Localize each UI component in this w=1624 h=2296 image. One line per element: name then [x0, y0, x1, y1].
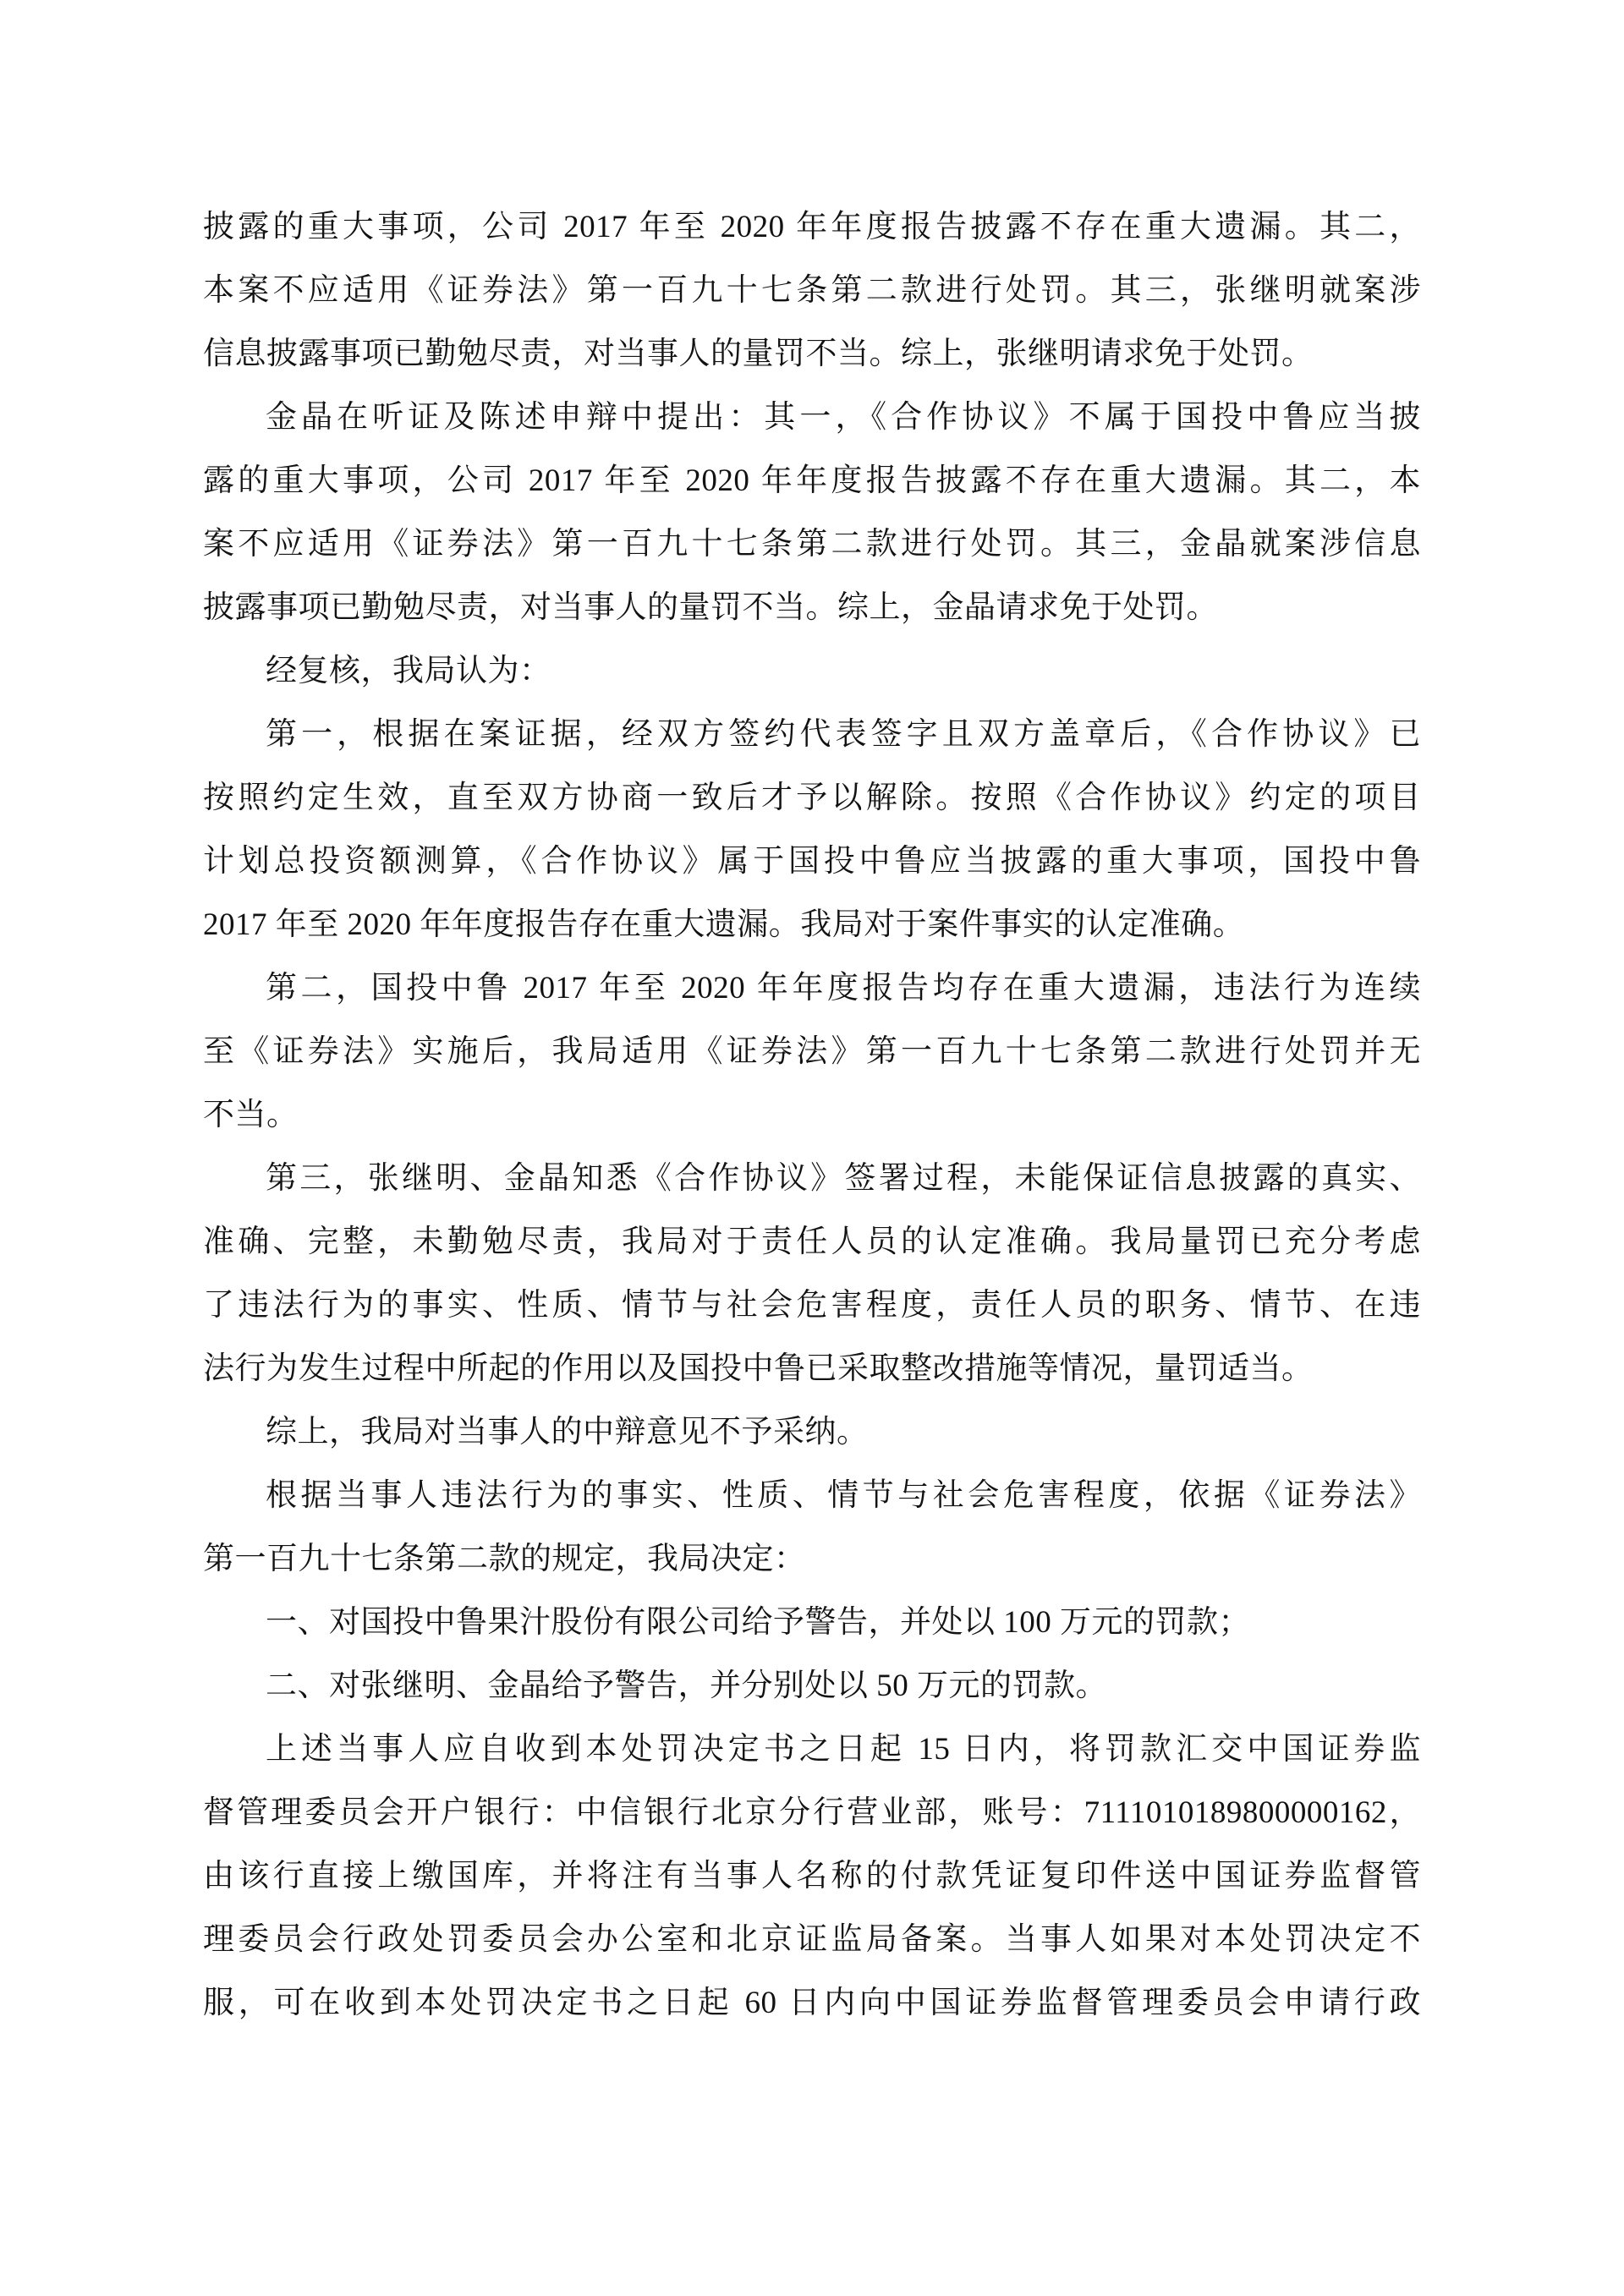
- document-line: 理委员会行政处罚委员会办公室和北京证监局备案。当事人如果对本处罚决定不: [203, 1922, 1421, 1957]
- document-line: 综上，我局对当事人的中辩意见不予采纳。: [266, 1415, 869, 1449]
- document-line: 第二，国投中鲁 2017 年至 2020 年年度报告均存在重大遗漏，违法行为连续: [266, 971, 1421, 1006]
- document-line: 按照约定生效，直至双方协商一致后才予以解除。按照《合作协议》约定的项目: [203, 781, 1421, 815]
- document-line: 计划总投资额测算，《合作协议》属于国投中鲁应当披露的重大事项，国投中鲁: [203, 844, 1421, 879]
- document-line: 信息披露事项已勤勉尽责，对当事人的量罚不当。综上，张继明请求免于处罚。: [203, 337, 1314, 371]
- document-line: 上述当事人应自收到本处罚决定书之日起 15 日内，将罚款汇交中国证券监: [266, 1732, 1421, 1767]
- document-line: 二、对张继明、金晶给予警告，并分别处以 50 万元的罚款。: [266, 1669, 1107, 1703]
- document-line: 不当。: [203, 1098, 299, 1132]
- document-line: 至《证券法》实施后，我局适用《证券法》第一百九十七条第二款进行处罚并无: [203, 1034, 1421, 1069]
- document-line: 由该行直接上缴国库，并将注有当事人名称的付款凭证复印件送中国证券监督管: [203, 1859, 1421, 1893]
- document-line: 金晶在听证及陈述申辩中提出：其一，《合作协议》不属于国投中鲁应当披: [266, 400, 1421, 435]
- document-line: 准确、完整，未勤勉尽责，我局对于责任人员的认定准确。我局量罚已充分考虑: [203, 1225, 1421, 1259]
- document-line: 服，可在收到本处罚决定书之日起 60 日内向中国证券监督管理委员会申请行政: [203, 1986, 1421, 2020]
- document-text-block: [203, 195, 1421, 2035]
- document-line: 2017 年至 2020 年年度报告存在重大遗漏。我局对于案件事实的认定准确。: [203, 907, 1245, 942]
- document-line: 第一，根据在案证据，经双方签约代表签字且双方盖章后，《合作协议》已: [266, 717, 1421, 752]
- document-line: 披露的重大事项，公司 2017 年至 2020 年年度报告披露不存在重大遗漏。其二，: [203, 210, 1421, 244]
- document-line: 案不应适用《证券法》第一百九十七条第二款进行处罚。其三，金晶就案涉信息: [203, 527, 1421, 562]
- document-line: 法行为发生过程中所起的作用以及国投中鲁已采取整改措施等情况，量罚适当。: [203, 1351, 1314, 1386]
- document-line: 本案不应适用《证券法》第一百九十七条第二款进行处罚。其三，张继明就案涉: [203, 273, 1421, 308]
- document-line: 露的重大事项，公司 2017 年至 2020 年年度报告披露不存在重大遗漏。其二，本: [203, 463, 1421, 498]
- document-line: 了违法行为的事实、性质、情节与社会危害程度，责任人员的职务、情节、在违: [203, 1288, 1421, 1323]
- document-line: 一、对国投中鲁果汁股份有限公司给予警告，并处以 100 万元的罚款；: [266, 1605, 1250, 1640]
- document-line: 根据当事人违法行为的事实、性质、情节与社会危害程度，依据《证券法》: [266, 1478, 1421, 1513]
- document-line: 第三，张继明、金晶知悉《合作协议》签署过程，未能保证信息披露的真实、: [266, 1161, 1421, 1196]
- document-line: 第一百九十七条第二款的规定，我局决定：: [203, 1542, 806, 1576]
- document-line: 督管理委员会开户银行：中信银行北京分行营业部，账号：7111010189800000162，: [203, 1795, 1421, 1830]
- document-line: 披露事项已勤勉尽责，对当事人的量罚不当。综上，金晶请求免于处罚。: [203, 590, 1218, 625]
- document-line: 经复核，我局认为：: [266, 654, 551, 688]
